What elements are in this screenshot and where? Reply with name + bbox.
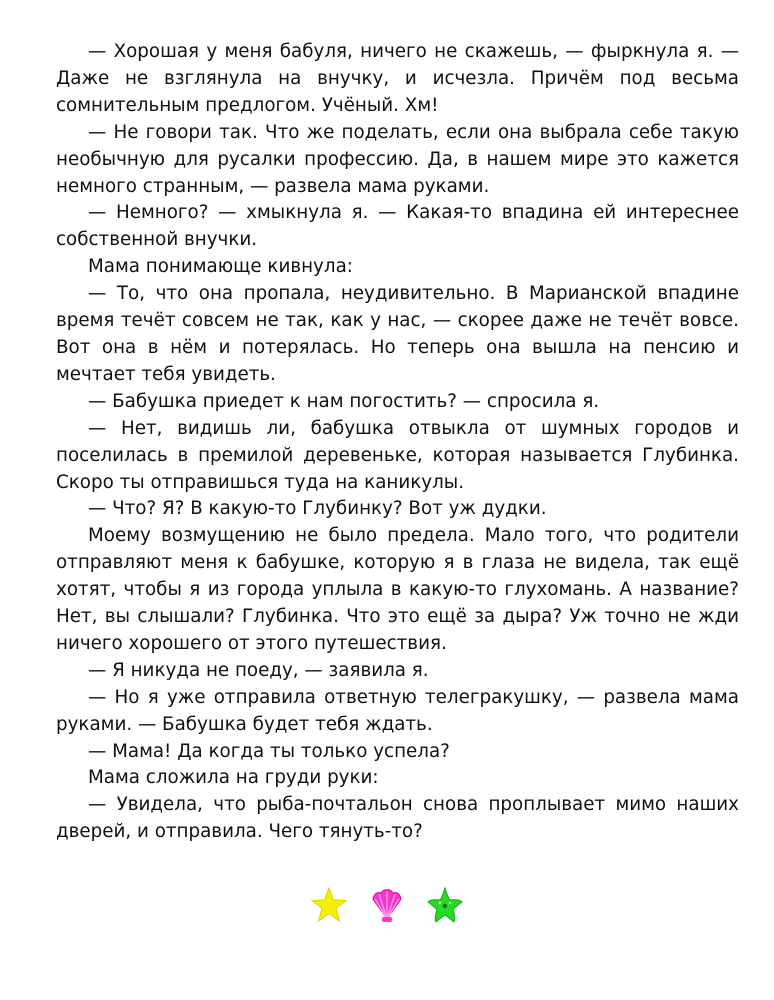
paragraph: — Мама! Да когда ты только успела? bbox=[88, 740, 450, 762]
paragraph: — Но я уже отправила ответную телегракушку, — развела мама руками. — Бабушка будет тебя ждать. bbox=[56, 686, 739, 735]
pink-shell-icon bbox=[367, 885, 407, 925]
paragraph: — Немного? — хмыкнула я. — Какая-то впадина ей интереснее собственной внучки. bbox=[56, 202, 739, 251]
paragraph: Мама сложила на груди руки: bbox=[88, 767, 379, 789]
paragraph: — Хорошая у меня бабуля, ничего не скажешь, — фыркнула я. — Даже не взглянула на внучку, и исчезла. Причём под весьма сомнительным предлогом. Учёный. Хм! bbox=[56, 41, 739, 116]
paragraph: — Нет, видишь ли, бабушка отвыкла от шумных городов и поселилась в премилой деревеньке, которая называется Глубинка. Скоро ты отправишься туда на каникулы. bbox=[56, 417, 739, 493]
yellow-star-icon bbox=[309, 885, 349, 925]
paragraph: — Что? Я? В какую-то Глубинку? Вот уж дудки. bbox=[88, 498, 547, 520]
paragraph: — Увидела, что рыба-почтальон снова проплывает мимо наших дверей, и отправила. Чего тянуть-то? bbox=[56, 794, 739, 843]
section-ornament bbox=[0, 880, 774, 930]
story-text bbox=[56, 39, 739, 846]
paragraph: Моему возмущению не было предела. Мало того, что родители отправляют меня к бабушке, которую я в глаза не видела, так ещё хотят, чтобы я из города уплыла в какую-то глухомань. А название? Нет, вы слышали? Глубинка. Что это ещё за дыра? Уж точно не жди ничего хорошего от этого путешествия. bbox=[56, 525, 739, 654]
green-starfish-icon bbox=[425, 885, 465, 925]
paragraph: Мама понимающе кивнула: bbox=[88, 256, 353, 278]
paragraph: — То, что она пропала, неудивительно. В Марианской впадине время течёт совсем не так, как у нас, — скорее даже не течёт вовсе. Вот она в нём и потерялась. Но теперь она вышла на пенсию и мечтает тебя увидеть. bbox=[56, 283, 739, 385]
paragraph: — Я никуда не поеду, — заявила я. bbox=[88, 659, 429, 681]
paragraph: — Бабушка приедет к нам погостить? — спросила я. bbox=[88, 390, 600, 412]
paragraph: — Не говори так. Что же поделать, если она выбрала себе такую необычную для русалки профессию. Да, в нашем мире это кажется немного странным, — развела мама руками. bbox=[56, 121, 739, 197]
